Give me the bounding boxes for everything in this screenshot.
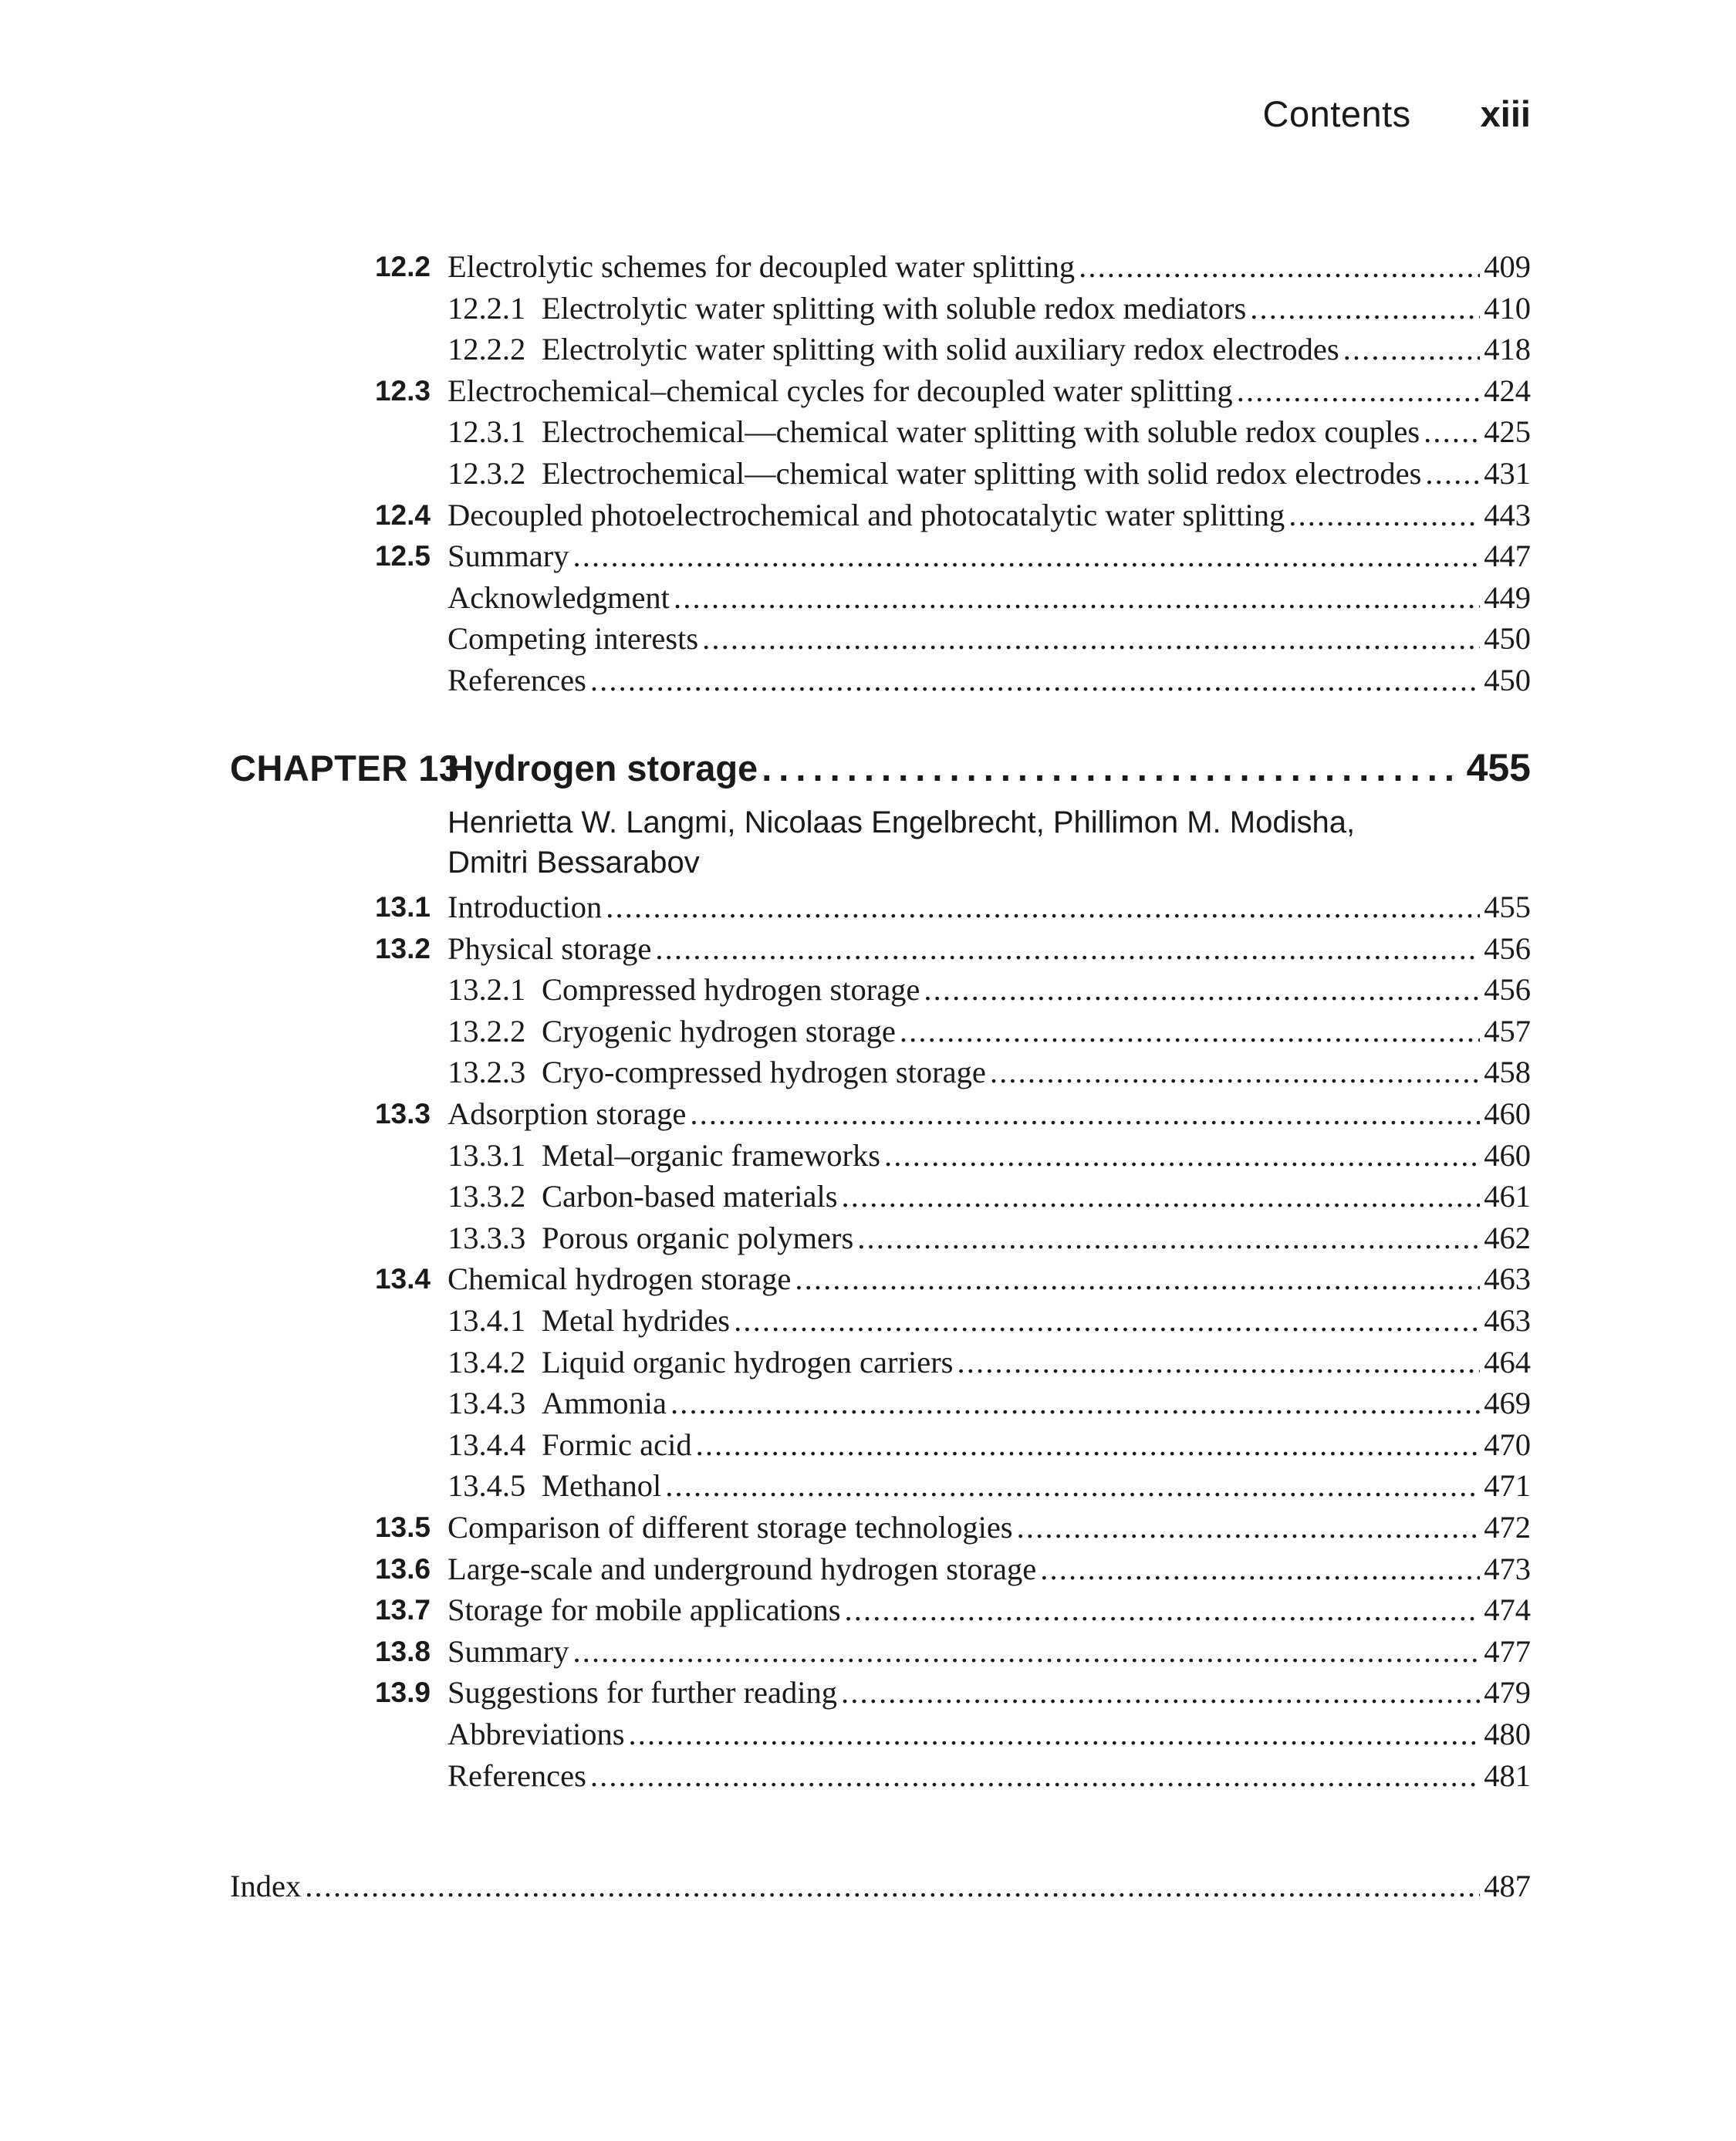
entry-title: Carbon-based materials <box>542 1179 838 1214</box>
subsection-number: 12.3.1 <box>448 414 526 450</box>
entry-page: 481 <box>1484 1758 1531 1793</box>
dot-leader <box>841 1178 1480 1214</box>
subsection-number: 13.2.3 <box>448 1055 526 1090</box>
toc-entry[interactable] <box>448 971 1531 1008</box>
dot-leader <box>1040 1551 1480 1587</box>
entry-title: Cryogenic hydrogen storage <box>542 1013 896 1049</box>
toc-entry[interactable] <box>448 1178 1531 1215</box>
entry-page: 470 <box>1484 1427 1531 1462</box>
entry-title: Physical storage <box>448 930 652 966</box>
entry-page: 449 <box>1484 579 1531 615</box>
authors-line: Henrietta W. Langmi, Nicolaas Engelbrecht, Phillimon M. Modisha, <box>448 805 1356 839</box>
entry-title: Electrolytic schemes for decoupled water splitting <box>448 249 1076 284</box>
toc-entry[interactable] <box>448 1013 1531 1050</box>
dot-leader <box>1250 290 1480 326</box>
section-number: 12.5 <box>374 540 431 572</box>
entry-page: 457 <box>1484 1013 1531 1049</box>
toc-entry[interactable] <box>448 1054 1531 1091</box>
entry-page: 462 <box>1484 1220 1531 1255</box>
entry-title: Methanol <box>542 1468 662 1504</box>
section-number: 12.3 <box>374 374 431 407</box>
entry-title: References <box>448 1758 586 1793</box>
dot-leader <box>1425 455 1480 491</box>
running-header-label: Contents <box>1262 93 1411 134</box>
entry-title: Introduction <box>448 890 603 924</box>
section-number: 12.4 <box>374 498 431 531</box>
entry-page: 409 <box>1484 249 1531 284</box>
entry-page: 474 <box>1484 1592 1531 1628</box>
toc-entry[interactable] <box>448 1137 1531 1174</box>
dot-leader <box>1288 497 1480 533</box>
subsection-number: 12.2.2 <box>448 332 526 367</box>
toc-entry[interactable] <box>448 373 1531 410</box>
chapter-title: Hydrogen storage <box>448 748 758 789</box>
entry-page: 443 <box>1484 497 1531 532</box>
toc-entry[interactable] <box>448 1220 1531 1257</box>
entry-page: 479 <box>1484 1675 1531 1710</box>
toc-entry[interactable] <box>448 290 1531 327</box>
entry-page: 463 <box>1484 1303 1531 1338</box>
authors-line: Dmitri Bessarabov <box>448 846 700 880</box>
section-number: 13.4 <box>374 1263 431 1295</box>
dot-leader <box>590 662 1480 698</box>
entry-title: Electrochemical–chemical cycles for decoupled water splitting <box>448 373 1233 408</box>
chapter-13-heading[interactable] <box>230 745 1531 792</box>
entry-title: Compressed hydrogen storage <box>542 972 920 1008</box>
toc-entry[interactable] <box>448 1758 1531 1795</box>
dot-leader <box>628 1716 1480 1752</box>
entry-title: Electrolytic water splitting with soluble redox mediators <box>542 290 1247 326</box>
entry-page: 477 <box>1484 1633 1531 1669</box>
chapter-page: 455 <box>1466 746 1531 789</box>
dot-leader <box>702 620 1480 657</box>
toc-entry[interactable] <box>448 455 1531 492</box>
section-number: 13.6 <box>374 1552 431 1585</box>
entry-page: 418 <box>1484 332 1531 367</box>
toc-entry[interactable] <box>448 1096 1531 1133</box>
subsection-number: 13.2.1 <box>448 972 526 1008</box>
dot-leader <box>1079 248 1480 285</box>
toc-entry[interactable] <box>448 889 1531 926</box>
entry-page: 458 <box>1484 1055 1531 1090</box>
entry-title: Comparison of different storage technologies <box>448 1510 1013 1545</box>
toc-entry[interactable] <box>448 1467 1531 1504</box>
toc-entry[interactable] <box>448 1674 1531 1711</box>
entry-title: Formic acid <box>542 1427 692 1462</box>
entry-title: Suggestions for further reading <box>448 1675 838 1710</box>
entry-page: 455 <box>1484 890 1531 924</box>
chapter-label: CHAPTER 13 <box>230 748 460 789</box>
dot-leader <box>674 579 1480 616</box>
entry-page: 461 <box>1484 1179 1531 1214</box>
dot-leader <box>884 1137 1480 1173</box>
section-number: 13.8 <box>374 1635 431 1667</box>
subsection-number: 13.3.1 <box>448 1137 526 1173</box>
toc-entry-index[interactable] <box>230 1868 1531 1905</box>
entry-title: Cryo-compressed hydrogen storage <box>542 1055 986 1090</box>
entry-title: Storage for mobile applications <box>448 1592 841 1628</box>
dot-leader <box>573 538 1481 574</box>
entry-title: Large-scale and underground hydrogen storage <box>448 1551 1037 1586</box>
dot-leader <box>1237 373 1481 409</box>
toc-entry[interactable] <box>448 1302 1531 1339</box>
section-number: 13.5 <box>374 1511 431 1543</box>
dot-leader <box>305 1868 1480 1904</box>
dot-leader <box>795 1261 1480 1297</box>
section-number: 13.7 <box>374 1594 431 1626</box>
toc-entry[interactable] <box>448 1427 1531 1464</box>
subsection-number: 13.4.4 <box>448 1427 526 1462</box>
subsection-number: 12.2.1 <box>448 290 526 326</box>
dot-leader <box>606 889 1480 925</box>
entry-page: 463 <box>1484 1261 1531 1297</box>
dot-leader <box>1017 1509 1481 1545</box>
dot-leader <box>1343 331 1481 367</box>
toc-entry[interactable] <box>448 538 1531 575</box>
toc-entry[interactable] <box>448 620 1531 657</box>
subsection-number: 13.4.5 <box>448 1468 526 1504</box>
entry-page: 460 <box>1484 1137 1531 1173</box>
subsection-number: 13.3.2 <box>448 1179 526 1214</box>
entry-page: 460 <box>1484 1096 1531 1131</box>
entry-title: Acknowledgment <box>448 579 670 615</box>
subsection-number: 13.4.3 <box>448 1386 526 1421</box>
entry-page: 450 <box>1484 663 1531 697</box>
entry-title: Electrochemical—chemical water splitting with solid redox electrodes <box>542 456 1422 491</box>
dot-leader <box>1424 414 1480 450</box>
entry-title: Metal hydrides <box>542 1303 731 1338</box>
subsection-number: 13.4.2 <box>448 1344 526 1379</box>
section-number: 13.1 <box>374 891 431 923</box>
toc-entry[interactable] <box>448 497 1531 534</box>
dot-leader <box>841 1674 1480 1710</box>
entry-title: Summary <box>448 539 569 574</box>
entry-title: Adsorption storage <box>448 1096 687 1131</box>
entry-page: 471 <box>1484 1468 1531 1504</box>
page-number: xiii <box>1480 93 1531 134</box>
entry-page: 425 <box>1484 414 1531 450</box>
toc-entry[interactable] <box>448 662 1531 699</box>
dot-leader <box>734 1302 1480 1339</box>
entry-page: 410 <box>1484 290 1531 326</box>
chapter-authors <box>448 802 1373 883</box>
entry-page: 472 <box>1484 1510 1531 1545</box>
dot-leader <box>690 1096 1480 1132</box>
entry-page: 456 <box>1484 972 1531 1008</box>
toc-entry[interactable] <box>448 414 1531 451</box>
entry-page: 473 <box>1484 1551 1531 1586</box>
entry-page: 480 <box>1484 1717 1531 1751</box>
section-number: 13.3 <box>374 1098 431 1130</box>
dot-leader <box>670 1385 1480 1421</box>
entry-title: Ammonia <box>542 1386 667 1421</box>
section-number: 12.2 <box>374 251 431 282</box>
toc-entry[interactable] <box>448 1261 1531 1298</box>
running-header <box>1263 93 1531 135</box>
dot-leader <box>857 1220 1480 1256</box>
entry-page: 456 <box>1484 930 1531 966</box>
entry-title: Abbreviations <box>448 1717 625 1751</box>
entry-page: 487 <box>1484 1869 1531 1903</box>
entry-title: Summary <box>448 1633 569 1669</box>
toc-entry[interactable] <box>448 1551 1531 1588</box>
section-number: 13.9 <box>374 1677 431 1709</box>
subsection-number: 13.2.2 <box>448 1013 526 1049</box>
subsection-number: 13.4.1 <box>448 1303 526 1338</box>
dot-leader <box>900 1013 1480 1049</box>
dot-leader <box>845 1592 1481 1628</box>
subsection-number: 12.3.2 <box>448 456 526 491</box>
dot-leader <box>655 930 1480 967</box>
entry-page: 469 <box>1484 1386 1531 1421</box>
entry-title: Chemical hydrogen storage <box>448 1261 792 1297</box>
section-number: 13.2 <box>374 932 431 964</box>
toc-entry[interactable] <box>448 579 1531 616</box>
entry-title: Metal–organic frameworks <box>542 1137 880 1173</box>
toc-entry[interactable] <box>448 331 1531 368</box>
entry-title: References <box>448 663 586 697</box>
toc-entry[interactable] <box>448 1385 1531 1422</box>
toc-entry[interactable] <box>448 1633 1531 1670</box>
entry-title: Electrochemical—chemical water splitting with soluble redox couples <box>542 414 1420 450</box>
toc-entry[interactable] <box>448 1716 1531 1753</box>
entry-page: 450 <box>1484 621 1531 657</box>
entry-title: Competing interests <box>448 621 699 657</box>
entry-page: 464 <box>1484 1344 1531 1379</box>
dot-leader <box>762 747 1462 789</box>
dot-leader <box>957 1344 1480 1380</box>
entry-page: 424 <box>1484 373 1531 408</box>
entry-title: Index <box>230 1869 302 1903</box>
entry-title: Liquid organic hydrogen carriers <box>542 1344 954 1379</box>
entry-title: Porous organic polymers <box>542 1220 854 1255</box>
toc-entry[interactable] <box>448 248 1531 285</box>
dot-leader <box>573 1633 1481 1670</box>
dot-leader <box>665 1467 1480 1504</box>
toc-entry[interactable] <box>448 930 1531 968</box>
dot-leader <box>590 1758 1480 1794</box>
entry-page: 447 <box>1484 539 1531 574</box>
subsection-number: 13.3.3 <box>448 1220 526 1255</box>
entry-title: Electrolytic water splitting with solid auxiliary redox electrodes <box>542 332 1339 367</box>
dot-leader <box>924 971 1480 1008</box>
dot-leader <box>990 1054 1480 1090</box>
toc-entry[interactable] <box>448 1592 1531 1629</box>
entry-page: 431 <box>1484 456 1531 491</box>
toc-entry[interactable] <box>448 1344 1531 1381</box>
dot-leader <box>696 1427 1481 1463</box>
toc-entry[interactable] <box>448 1509 1531 1546</box>
entry-title: Decoupled photoelectrochemical and photocatalytic water splitting <box>448 497 1285 532</box>
